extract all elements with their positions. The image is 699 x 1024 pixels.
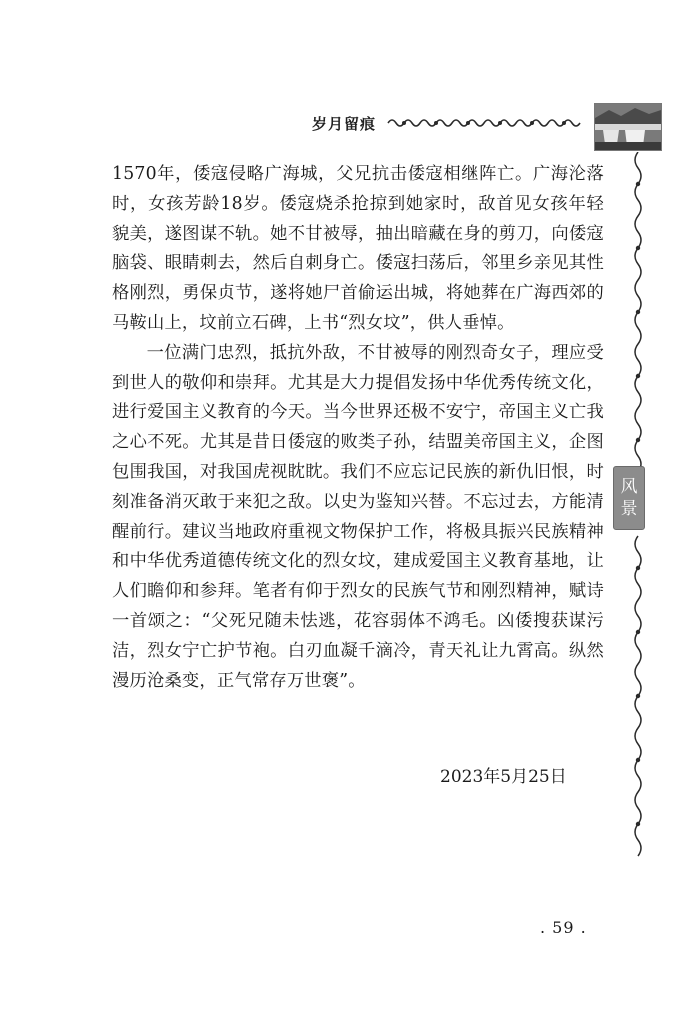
running-header <box>312 106 584 140</box>
page-number: . 59 . <box>540 918 587 937</box>
chapter-side-tab <box>613 466 645 530</box>
side-tab-char-2: 景 <box>620 499 638 519</box>
waterfall-photo-icon <box>595 104 661 150</box>
paragraph-2: 一位满门忠烈，抵抗外敌，不甘被辱的刚烈奇女子，理应受到世人的敬仰和崇拜。尤其是大力提倡发扬中华优秀传统文化，进行爱国主义教育的今天。当今世界还极不安宁，帝国主义亡我之心不死。尤其是昔日倭寇的败类子孙，结盟美帝国主义，企图包围我国，对我国虎视眈眈。我们不应忘记民族的新仇旧恨，时刻准备消灭敢于来犯之敌。以史为鉴知兴替。不忘过去，方能清醒前行。建议当地政府重视文物保护工作，将极具振兴民族精神和中华优秀道德传统文化的烈女坟，建成爱国主义教育基地，让人们瞻仰和参拜。笔者有仰于烈女的民族气节和刚烈精神，赋诗一首颂之：“父死兄随未怯逃，花容弱体不鸿毛。凶倭搜获谋污洁，烈女宁亡护节袍。白刃血凝千滴冷，青天礼让九霄高。纵然漫历沧桑变，正气常存万世褒”。 <box>112 342 604 691</box>
article-date: 2023年5月25日 <box>440 767 567 787</box>
landscape-thumbnail <box>594 103 662 151</box>
section-title: 岁月留痕 <box>312 114 377 133</box>
side-tab-char-1: 风 <box>620 477 638 497</box>
paragraph-1: 1570年，倭寇侵略广海城，父兄抗击倭寇相继阵亡。广海沦落时，女孩芳龄18岁。倭寇烧杀抢掠到她家时，敌首见女孩年轻貌美，遂图谋不轨。她不甘被辱，抽出暗藏在身的剪刀，向倭寇脑袋、眼睛刺去，然后自刺身亡。倭寇扫荡后，邻里乡亲见其性格刚烈，勇保贞节，遂将她尸首偷运出城，将她葬在广海西郊的马鞍山上，坟前立石碑，上书“烈女坟”，供人垂悼。 <box>112 164 604 333</box>
header-ornament <box>384 116 584 130</box>
article-body <box>112 160 604 696</box>
